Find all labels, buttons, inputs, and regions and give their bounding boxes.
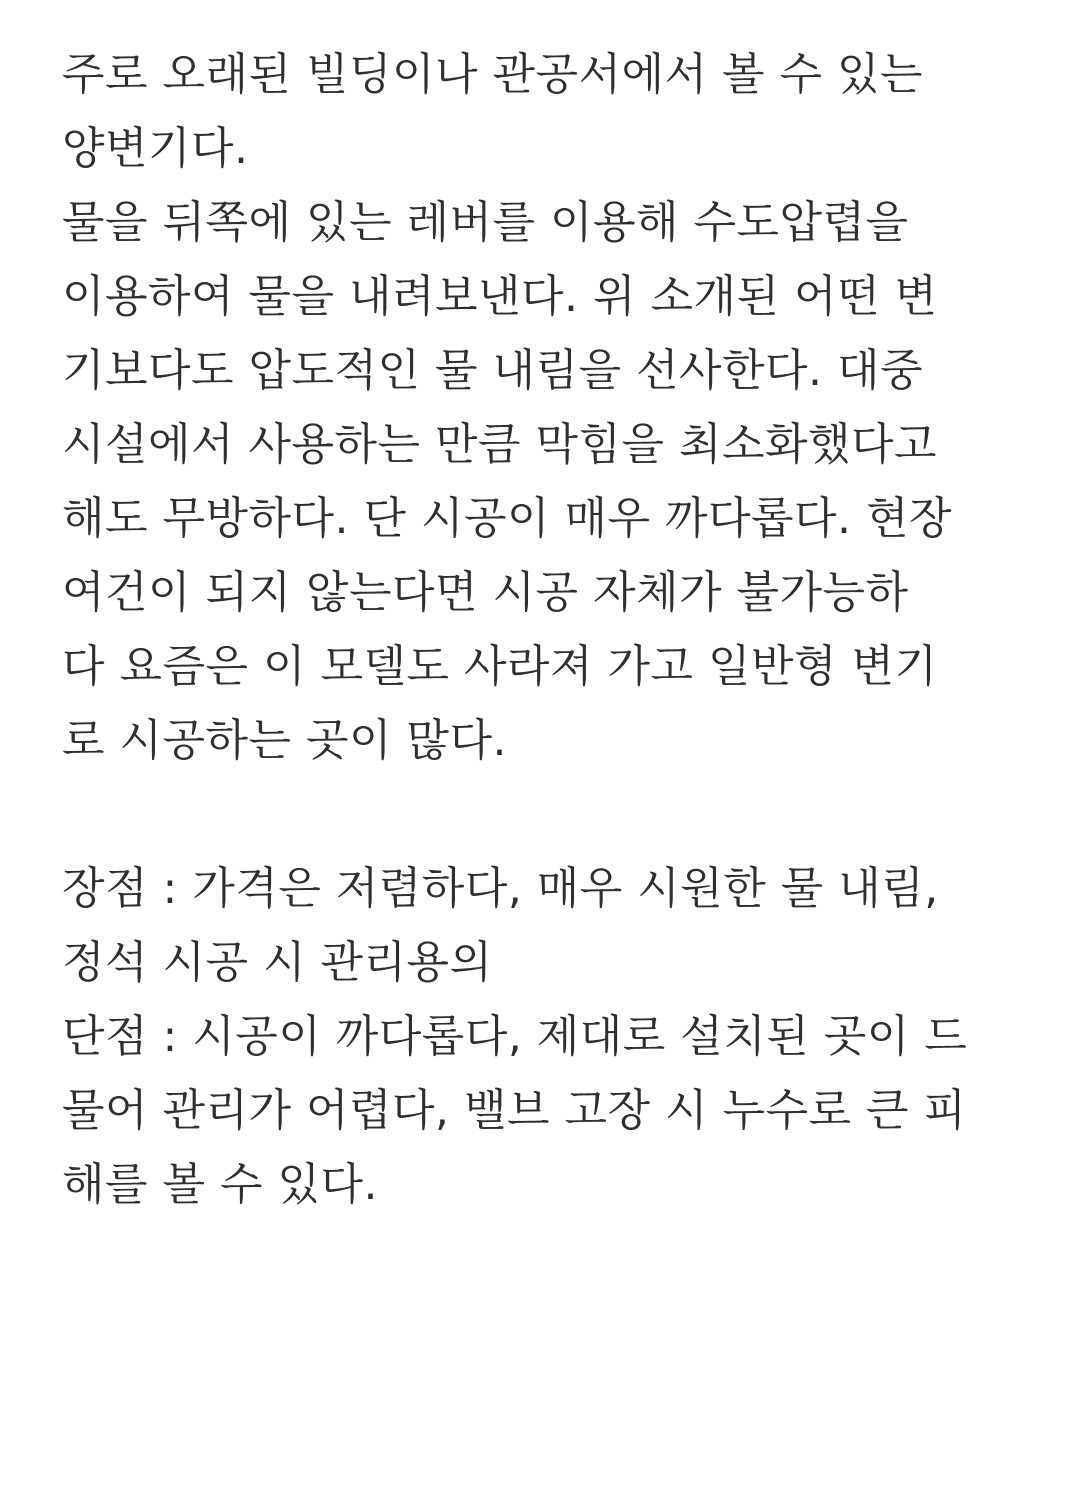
paragraph-description xyxy=(62,38,1052,778)
text-line: 다 요즘은 이 모델도 사라져 가고 일반형 변기 xyxy=(62,641,938,692)
paragraph-pros-cons xyxy=(62,852,1052,1222)
cons-line: 해를 볼 수 있다. xyxy=(62,1159,378,1210)
text-line: 물을 뒤쪽에 있는 레버를 이용해 수도압렵을 xyxy=(62,197,909,248)
text-line: 기보다도 압도적인 물 내림을 선사한다. 대중 xyxy=(62,345,923,396)
pros-line: 장점 : 가격은 저렴하다, 매우 시원한 물 내림, xyxy=(62,863,939,914)
text-line: 주로 오래된 빌딩이나 관공서에서 볼 수 있는 xyxy=(62,49,923,100)
pros-line: 정석 시공 시 관리용의 xyxy=(62,937,493,988)
text-line: 시설에서 사용하는 만큼 막힘을 최소화했다고 xyxy=(62,419,938,470)
text-line: 이용하여 물을 내려보낸다. 위 소개된 어떤 변 xyxy=(62,271,938,322)
article-body xyxy=(62,38,1052,1222)
text-line: 해도 무방하다. 단 시공이 매우 까다롭다. 현장 xyxy=(62,493,952,544)
paragraph-spacer xyxy=(62,778,1052,852)
text-line: 여건이 되지 않는다면 시공 자체가 불가능하 xyxy=(62,567,909,618)
text-line: 로 시공하는 곳이 많다. xyxy=(62,715,507,766)
cons-line: 단점 : 시공이 까다롭다, 제대로 설치된 곳이 드 xyxy=(62,1011,968,1062)
text-line: 양변기다. xyxy=(62,123,249,174)
cons-line: 물어 관리가 어렵다, 밸브 고장 시 누수로 큰 피 xyxy=(62,1085,967,1136)
